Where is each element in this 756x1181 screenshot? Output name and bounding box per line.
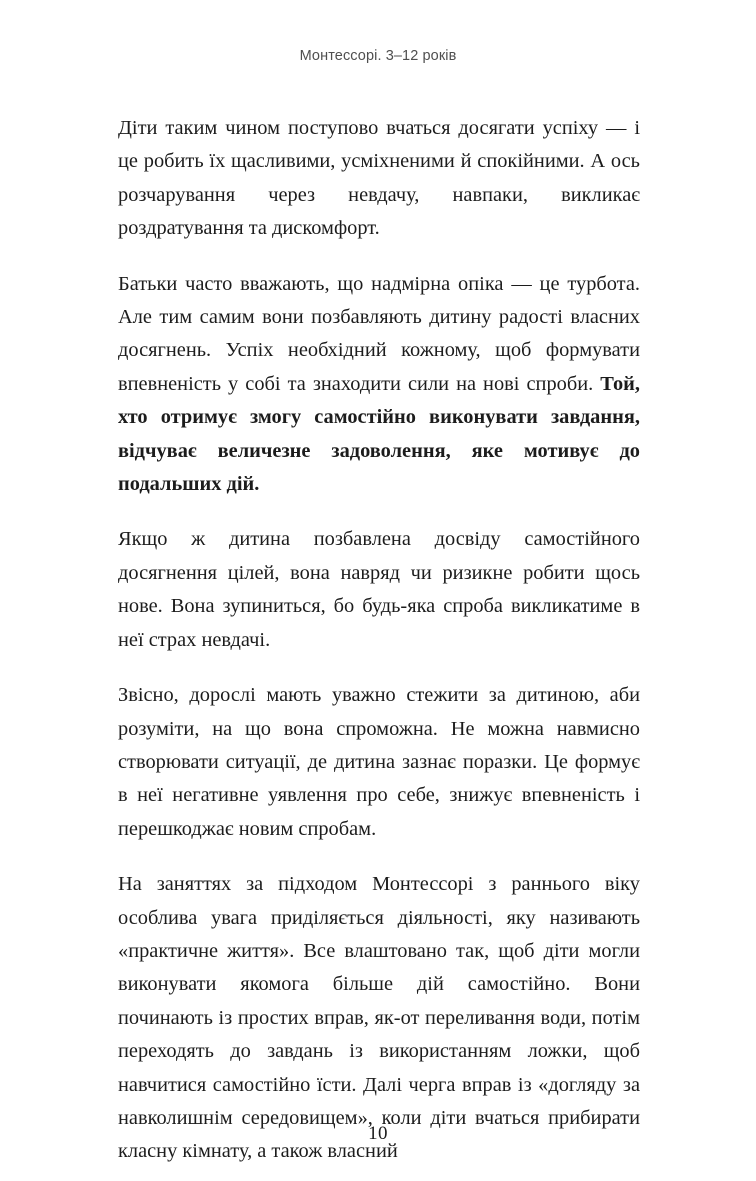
paragraph-3: Якщо ж дитина позбавлена досвіду самостійного досягнення цілей, вона навряд чи ризикне робити щось нове. Вона зупиниться, бо будь-яка спроба викликатиме в неї страх невдачі. — [118, 528, 640, 651]
page-number: 10 — [368, 1123, 388, 1144]
paragraph-2-lead: Батьки часто вважають, що надмірна опіка — це турбота. Але тим самим вони позбавляють дитину радості власних досягнень. Успіх необхідний кожному, щоб формувати впевненість у собі та знаходити сили на нові спроби. — [118, 272, 640, 395]
running-head: Монтессорі. 3–12 років — [299, 48, 457, 64]
body-text-column — [118, 112, 640, 1169]
paragraph-4: Звісно, дорослі мають уважно стежити за дитиною, аби розуміти, на що вона спроможна. Не можна навмисно створювати ситуації, де дитина зазнає поразки. Це формує в неї негативне уявлення про себе, знижує впевненість і перешкоджає новим спробам. — [118, 684, 640, 840]
paragraph-2-emphasis: Той, хто отримує змогу самостійно виконувати завдання, відчуває величезне задоволення, яке мотивує до подальших дій. — [118, 372, 640, 496]
paragraph-5: На заняттях за підходом Монтессорі з раннього віку особлива увага приділяється діяльності, яку називають «практичне життя». Все влаштовано так, щоб діти могли виконувати якомога більше дій самостійно. Вони починають із простих вправ, як-от переливання води, потім переходять до завдань із використанням ложки, щоб навчитися самостійно їсти. Далі черга вправ із «догляду за навколишнім середовищем», коли діти вчаться прибирати класну кімнату, а також власний — [118, 873, 640, 1163]
paragraph-2 — [118, 268, 640, 502]
paragraph-1: Діти таким чином поступово вчаться досягати успіху — і це робить їх щасливими, усміхненими й спокійними. А ось розчарування через невдачу, навпаки, викликає роздратування та дискомфорт. — [118, 117, 640, 240]
